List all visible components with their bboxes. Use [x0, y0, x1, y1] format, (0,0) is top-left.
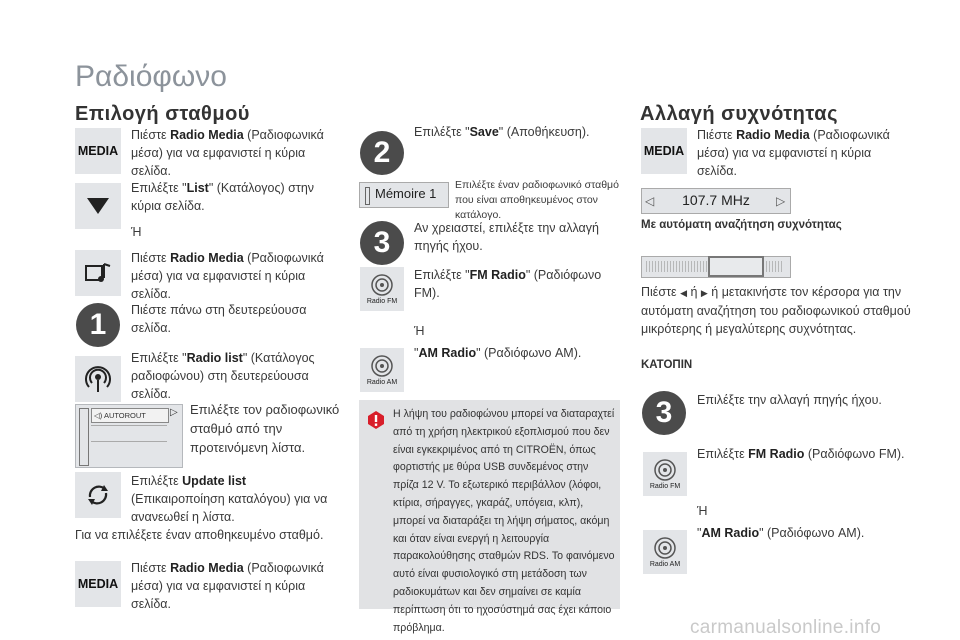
memory-label: Mémoire 1: [375, 186, 437, 201]
radio-fm-caption: Radio FM: [366, 297, 398, 305]
instruction-change-source: Αν χρειαστεί, επιλέξτε την αλλαγή πηγής ήχου.: [414, 221, 599, 253]
divider: [91, 425, 167, 426]
instruction-radio-media: Πιέστε Radio Media (Ραδιοφωνικά μέσα) για να εμφανιστεί η κύρια σελίδα.: [131, 128, 324, 178]
radio-icon: [371, 355, 393, 377]
down-triangle-icon: [87, 198, 109, 214]
instruction-save: Επιλέξτε "Save" (Αποθήκευση).: [414, 125, 590, 139]
station-list-screen[interactable]: [75, 404, 183, 468]
radio-icon: [654, 459, 676, 481]
warning-icon: [367, 410, 385, 430]
or-label: Ή: [131, 225, 142, 239]
instruction-radio-media-3: Πιέστε Radio Media (Ραδιοφωνικά μέσα) για να εμφανιστεί η κύρια σελίδα.: [131, 561, 324, 611]
instruction-radio-media-2: Πιέστε Radio Media (Ραδιοφωνικά μέσα) για να εμφανιστεί η κύρια σελίδα.: [131, 251, 324, 301]
instruction-pick-station: Επιλέξτε τον ραδιοφωνικό σταθμό από την προτεινόμενη λίστα.: [190, 402, 340, 455]
refresh-icon: [85, 483, 111, 507]
section-heading-station-select: Επιλογή σταθμού: [75, 103, 250, 125]
instruction-radio-list: Επιλέξτε "Radio list" (Κατάλογος ραδιοφώνου) στη δευτερεύουσα σελίδα.: [131, 351, 315, 401]
media-label: MEDIA: [77, 144, 119, 158]
frequency-value: 107.7 MHz: [682, 192, 750, 208]
or-label: Ή: [697, 504, 708, 518]
triangle-right-icon[interactable]: ▶: [700, 288, 708, 298]
step-number-1: 1: [76, 303, 120, 347]
radio-list-tile[interactable]: [75, 356, 121, 402]
instruction-secondary-page: Πιέστε πάνω στη δευτερεύουσα σελίδα.: [131, 303, 307, 335]
step-number-2: 2: [360, 131, 404, 175]
frequency-slider[interactable]: [641, 256, 791, 278]
media-label: MEDIA: [643, 144, 685, 158]
warning-box: [359, 400, 620, 634]
instruction-am-radio: "AM Radio" (Ραδιόφωνο AM).: [414, 346, 582, 360]
radio-am-caption: Radio AM: [366, 378, 398, 386]
then-label: ΚΑΤΟΠΙΝ: [641, 359, 693, 371]
media-button-tile-3[interactable]: [641, 128, 687, 174]
instruction-radio-media-right: Πιέστε Radio Media (Ραδιοφωνικά μέσα) για να εμφανιστεί η κύρια σελίδα.: [697, 128, 890, 178]
radio-fm-tile-right[interactable]: [643, 452, 687, 496]
scrollbar[interactable]: [79, 408, 89, 466]
radio-media-tile[interactable]: [75, 250, 121, 296]
chevron-right-icon: ▷: [170, 407, 178, 418]
step-number-3: 3: [360, 221, 404, 265]
list-down-arrow-tile[interactable]: [75, 183, 121, 229]
chevron-right-icon[interactable]: ▷: [776, 194, 786, 208]
media-label: MEDIA: [77, 577, 119, 591]
instruction-am-radio-right: "AM Radio" (Ραδιόφωνο AM).: [697, 526, 865, 540]
page-title: Ραδιόφωνο: [75, 60, 227, 93]
footer-watermark: carmanualsonline.info: [690, 617, 882, 638]
update-list-tile[interactable]: [75, 472, 121, 518]
frequency-display[interactable]: [641, 188, 791, 214]
speaker-icon: ◁): [94, 411, 103, 420]
radio-am-caption: Radio AM: [649, 560, 681, 568]
media-button-tile[interactable]: [75, 128, 121, 174]
media-button-tile-2[interactable]: [75, 561, 121, 607]
instruction-auto-search: Πιέστε ◀ ή ▶ ή μετακινήστε τον κέρσορα για την αυτόματη αναζήτηση του ραδιοφωνικού σταθμού μικρότερης ή μεγαλύτερης συχνότητας.: [641, 285, 911, 336]
radio-am-tile[interactable]: [360, 348, 404, 392]
instruction-update-list: Επιλέξτε Update list (Επικαιροποίηση καταλόγου) για να ανανεωθεί η λίστα.: [131, 474, 328, 524]
instruction-change-source-right: Επιλέξτε την αλλαγή πηγής ήχου.: [697, 393, 882, 407]
memory-preset-button[interactable]: [359, 182, 449, 208]
warning-text: Η λήψη του ραδιοφώνου μπορεί να διαταραχτεί από τη χρήση ηλεκτρικού εξοπλισμού που δεν είναι εγκεκριμένος από τη CITROËN, όπως φορτιστής με θύρα USB συνδεμένος στην πρίζα 12 V. Το εξωτερικό περιβάλλον (λόφοι, κτίρια, σήραγγες, γκαράζ, υπόγεια, κλπ), μπορεί να διαταράξει τη λήψη σήματος, ακόμη και όταν είναι ενεργή η λειτουργία παρακολούθησης σταθμών RDS. Το φαινόμενο αυτό είναι φυσιολογικό στη μετάδοση των ραδιοκυμάτων και δεν σημαίνει σε καμία περίπτωση ότι το ηχοσύστημά σας έχει κάποιο πρόβλημα.: [393, 408, 615, 634]
music-note-icon: [84, 260, 112, 286]
instruction-list: Επιλέξτε "List" (Κατάλογος) στην κύρια σελίδα.: [131, 181, 315, 213]
step-number-3-right: 3: [642, 391, 686, 435]
station-name: AUTOROUT: [103, 411, 146, 420]
radio-am-tile-right[interactable]: [643, 530, 687, 574]
or-label: Ή: [414, 324, 425, 338]
radio-fm-tile[interactable]: [360, 267, 404, 311]
instruction-fm-radio-right: Επιλέξτε FM Radio (Ραδιόφωνο FM).: [697, 447, 905, 461]
divider: [91, 441, 167, 442]
instruction-stored-station: Για να επιλέξετε έναν αποθηκευμένο σταθμό.: [75, 528, 324, 542]
chevron-left-icon[interactable]: ◁: [645, 194, 655, 208]
triangle-left-icon[interactable]: ◀: [680, 288, 687, 298]
station-row[interactable]: [91, 408, 169, 423]
radio-icon: [371, 274, 393, 296]
divider: [365, 187, 370, 205]
memory-note: Επιλέξτε έναν ραδιοφωνικό σταθμό που είναι αποθηκευμένος στον κατάλογο.: [455, 179, 619, 221]
radio-signal-icon: [83, 364, 113, 394]
section-heading-frequency: Αλλαγή συχνότητας: [640, 103, 838, 125]
radio-icon: [654, 537, 676, 559]
auto-search-heading: Με αυτόματη αναζήτηση συχνότητας: [641, 219, 842, 231]
radio-fm-caption: Radio FM: [649, 482, 681, 490]
slider-cursor[interactable]: [708, 256, 764, 277]
instruction-fm-radio: Επιλέξτε "FM Radio" (Ραδιόφωνο FM).: [414, 268, 602, 300]
